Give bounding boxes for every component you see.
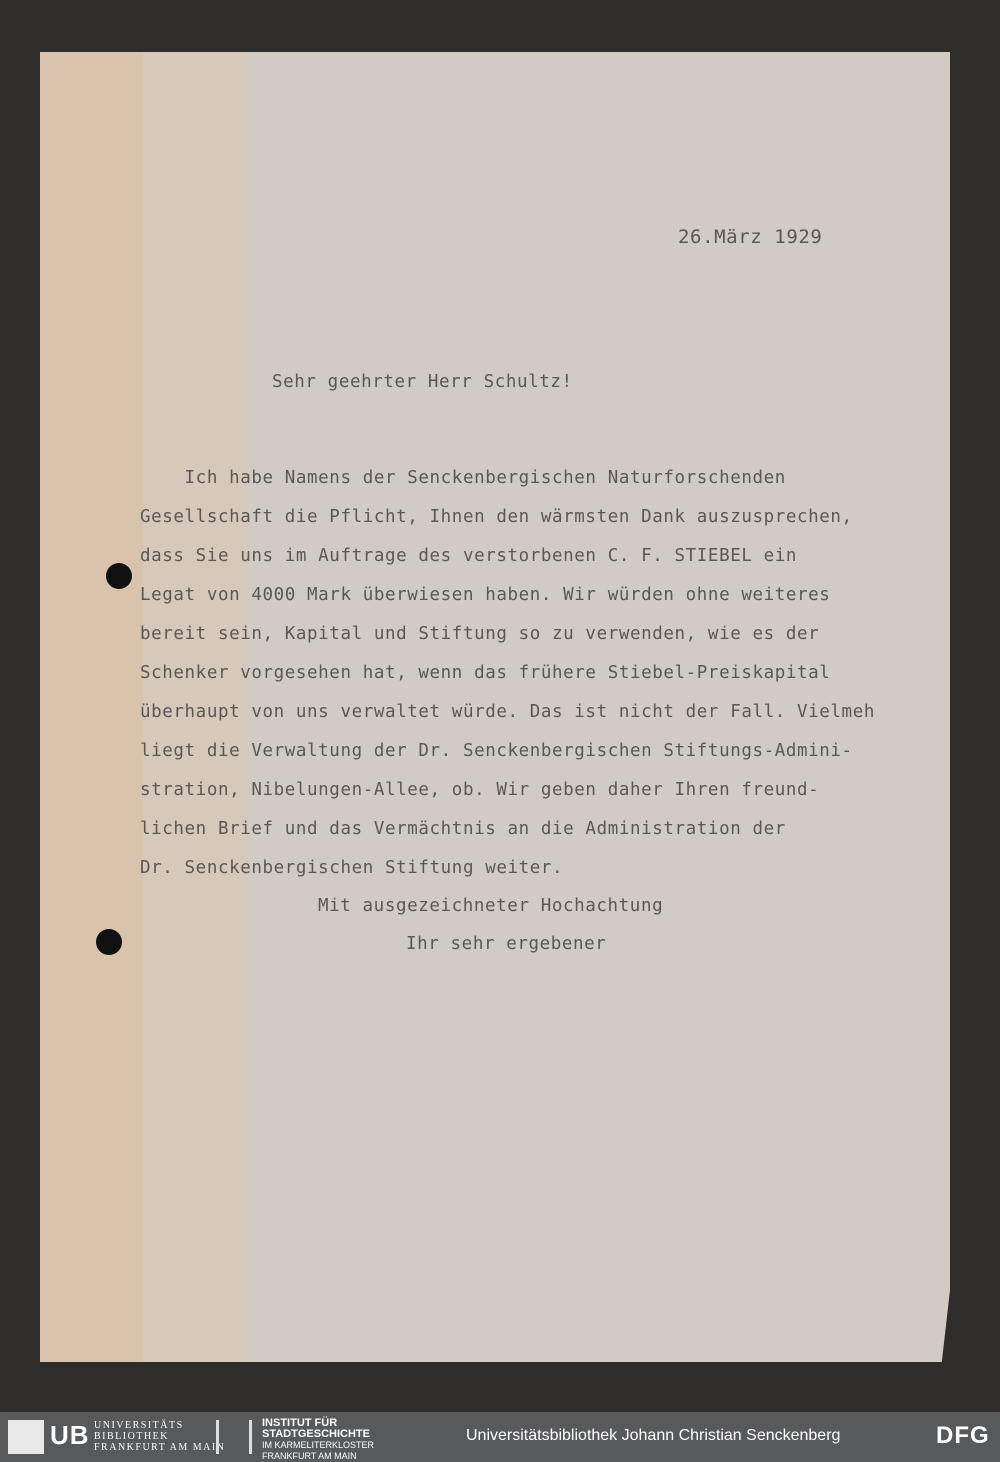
punch-hole-icon — [106, 563, 132, 589]
institut-line: STADTGESCHICHTE — [262, 1428, 370, 1440]
paper-edge-strip — [40, 52, 143, 1362]
body-line: Gesellschaft die Pflicht, Ihnen den wärmsten Dank auszusprechen, — [140, 507, 853, 527]
footer-bar — [0, 1412, 1000, 1462]
body-line: Schenker vorgesehen hat, wenn das frühere Stiebel-Preiskapital — [140, 663, 831, 683]
body-line: bereit sein, Kapital und Stiftung so zu verwenden, wie es der — [140, 624, 820, 644]
ub-name: UNIVERSITÄTS BIBLIOTHEK FRANKFURT AM MAIN — [94, 1420, 226, 1453]
punch-hole-icon — [96, 929, 122, 955]
body-line: stration, Nibelungen-Allee, ob. Wir geben daher Ihren freund- — [140, 780, 820, 800]
institut-line: FRANKFURT AM MAIN — [262, 1451, 357, 1461]
body-line: dass Sie uns im Auftrage des verstorbenen C. F. STIEBEL ein — [140, 546, 798, 566]
body-line: lichen Brief und das Vermächtnis an die Administration der — [140, 819, 786, 839]
institut-name — [262, 1418, 374, 1462]
body-line: liegt die Verwaltung der Dr. Senckenbergischen Stiftungs-Admini- — [140, 741, 853, 761]
signature-line: Ihr sehr ergebener — [406, 934, 607, 954]
institut-line: INSTITUT FÜR — [262, 1417, 338, 1429]
body-line: Ich habe Namens der Senckenbergischen Naturforschenden — [140, 468, 786, 488]
salutation: Sehr geehrter Herr Schultz! — [272, 372, 573, 392]
body-line: Dr. Senckenbergischen Stiftung weiter. — [140, 858, 564, 878]
closing: Mit ausgezeichneter Hochachtung — [318, 896, 664, 916]
body-line: überhaupt von uns verwaltet würde. Das ist nicht der Fall. Vielmeh — [140, 702, 875, 722]
institut-logo-icon — [216, 1420, 252, 1454]
letter-date: 26.März 1929 — [678, 226, 823, 248]
dfg-logo: DFG — [936, 1422, 990, 1449]
body-line: Legat von 4000 Mark überwiesen haben. Wir würden ohne weiteres — [140, 585, 831, 605]
footer-title: Universitätsbibliothek Johann Christian Senckenberg — [466, 1427, 841, 1444]
ub-portrait-icon — [8, 1420, 44, 1454]
institut-line: IM KARMELITERKLOSTER — [262, 1440, 375, 1450]
ub-logo-text: UB — [50, 1420, 90, 1450]
